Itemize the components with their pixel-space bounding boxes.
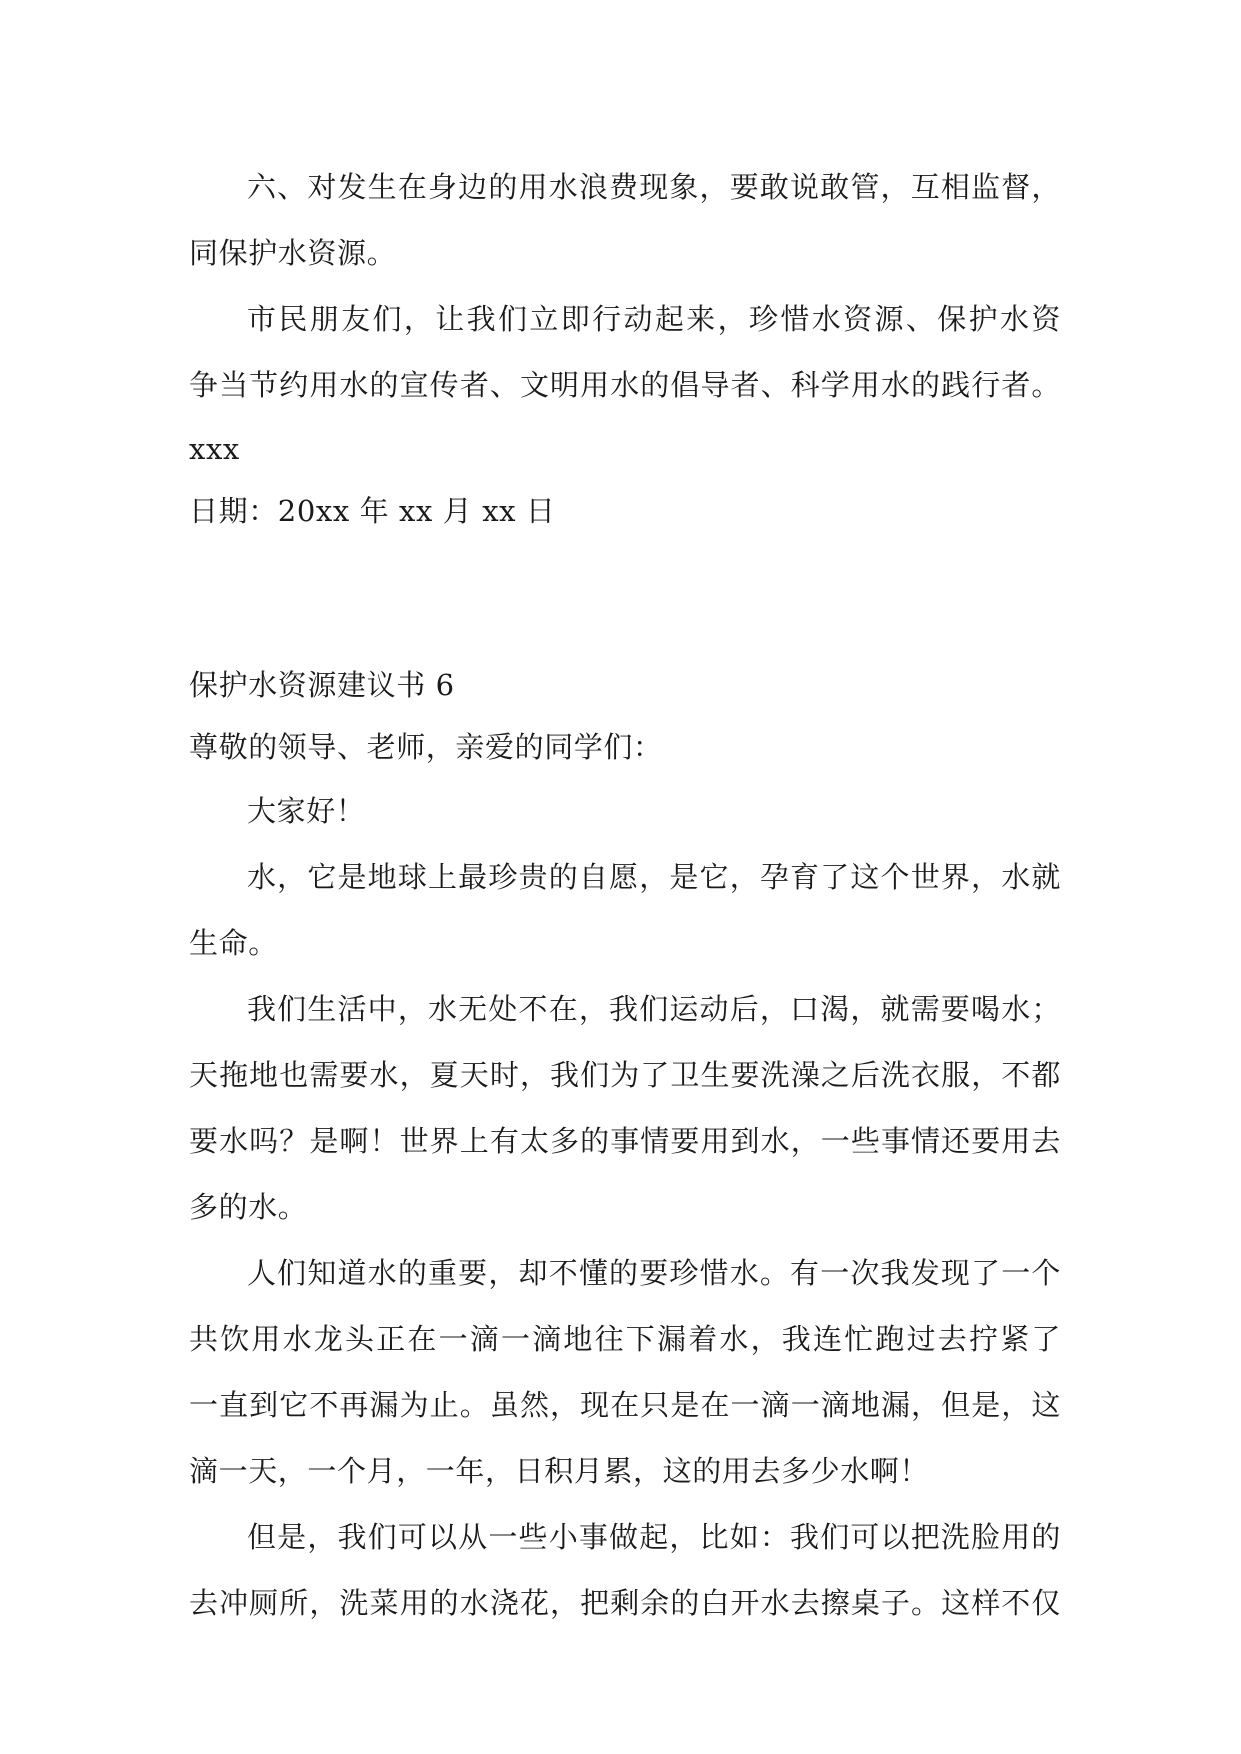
section-title: 保护水资源建议书 6	[189, 668, 455, 702]
paragraph-line: 我们生活中，水无处不在，我们运动后，口渴，就需要喝水；	[247, 992, 1061, 1026]
greeting: 大家好！	[247, 794, 366, 828]
paragraph-line: 水，它是地球上最珍贵的自愿，是它，孕育了这个世界，水就	[247, 860, 1061, 894]
paragraph-line: 共饮用水龙头正在一滴一滴地往下漏着水，我连忙跑过去拧紧了	[189, 1322, 1061, 1356]
paragraph-line: 要水吗？是啊！世界上有太多的事情要用到水，一些事情还要用去	[189, 1124, 1061, 1158]
salutation: 尊敬的领导、老师，亲爱的同学们：	[189, 730, 663, 764]
paragraph-line: 多的水。	[189, 1190, 308, 1224]
document-body	[189, 154, 1061, 1636]
paragraph-line: 一直到它不再漏为止。虽然，现在只是在一滴一滴地漏，但是，这	[189, 1388, 1061, 1422]
paragraph-line: 六、对发生在身边的用水浪费现象，要敢说敢管，互相监督，	[247, 170, 1061, 204]
paragraph-line: 生命。	[189, 926, 278, 960]
section-gap	[189, 542, 1061, 654]
paragraph-line: 天拖地也需要水，夏天时，我们为了卫生要洗澡之后洗衣服，不都	[189, 1058, 1061, 1092]
paragraph-line: 市民朋友们，让我们立即行动起来，珍惜水资源、保护水资	[247, 302, 1061, 336]
signature: xxx	[189, 432, 240, 466]
date-line: 日期：20xx 年 xx 月 xx 日	[189, 494, 556, 528]
paragraph-line: 滴一天，一个月，一年，日积月累，这的用去多少水啊！	[189, 1454, 930, 1488]
paragraph-line: 人们知道水的重要，却不懂的要珍惜水。有一次我发现了一个	[247, 1256, 1061, 1290]
paragraph-line: 争当节约用水的宣传者、文明用水的倡导者、科学用水的践行者。	[189, 368, 1061, 402]
paragraph-line: 但是，我们可以从一些小事做起，比如：我们可以把洗脸用的	[247, 1520, 1061, 1554]
paragraph-line: 去冲厕所，洗菜用的水浇花，把剩余的白开水去擦桌子。这样不仅	[189, 1586, 1061, 1620]
paragraph-line: 同保护水资源。	[189, 236, 397, 270]
